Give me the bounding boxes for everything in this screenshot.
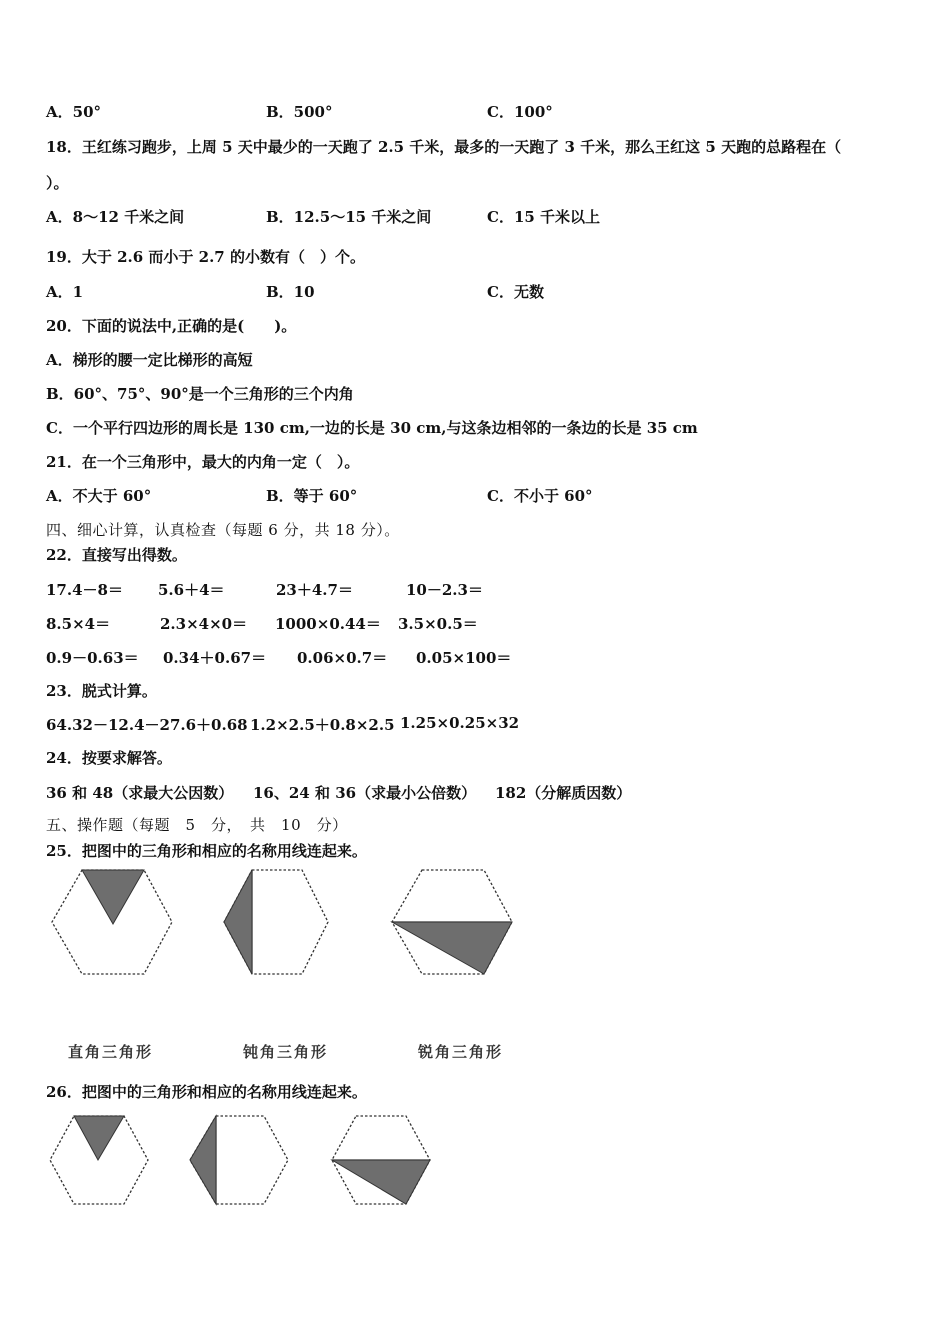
q22-r1-c4: 10－2.3＝: [406, 581, 483, 599]
q17-option-b: B．500°: [266, 103, 333, 121]
shaded-triangle: [392, 922, 512, 974]
shaded-triangle: [74, 1116, 124, 1160]
q20-option-c: C．一个平行四边形的周长是 130 cm,一边的长是 30 cm,与这条边相邻的一条边的长是 35 cm: [46, 419, 698, 437]
q22-r2-c1: 8.5×4＝: [46, 615, 111, 633]
q26-question: 26．把图中的三角形和相应的名称用线连起来。: [46, 1083, 367, 1101]
q17-option-c: C．100°: [487, 103, 553, 121]
q20-option-b: B．60°、75°、90°是一个三角形的三个内角: [46, 385, 354, 403]
q22-r1-c2: 5.6＋4＝: [158, 581, 225, 599]
q26-hexagon-acute-triangle: [328, 1112, 434, 1208]
q22-r2-c4: 3.5×0.5＝: [398, 615, 478, 633]
q22-r3-c2: 0.34＋0.67＝: [163, 649, 267, 667]
q24-question: 24．按要求解答。: [46, 749, 172, 767]
section-4-title: 四、细心计算，认真检查（每题 6 分，共 18 分）。: [46, 521, 400, 539]
q26-hexagon-obtuse-triangle: [186, 1112, 292, 1208]
shaded-triangle: [82, 870, 144, 924]
shaded-triangle: [190, 1116, 216, 1204]
q25-hexagon-right-triangle: [48, 866, 176, 980]
q22-r3-c4: 0.05×100＝: [416, 649, 512, 667]
q18-option-b: B．12.5～15 千米之间: [266, 208, 432, 226]
q18-option-a: A．8～12 千米之间: [46, 208, 185, 226]
q22-r1-c1: 17.4－8＝: [46, 581, 123, 599]
q22-r3-c1: 0.9－0.63＝: [46, 649, 139, 667]
q24-item-1: 36 和 48（求最大公因数）: [46, 784, 234, 802]
q18-question-end: ）。: [46, 174, 69, 192]
q17-option-a: A．50°: [46, 103, 102, 121]
q19-option-c: C．无数: [487, 283, 544, 301]
q18-question: 18．王红练习跑步，上周 5 天中最少的一天跑了 2.5 千米，最多的一天跑了 3 千米，那么王红这 5 天跑的总路程在（: [46, 138, 842, 156]
q25-hexagon-acute-triangle: [388, 866, 516, 980]
q19-option-a: A．1: [46, 283, 84, 301]
section-5-title: 五、操作题（每题 5 分， 共 10 分）: [46, 816, 348, 834]
q22-r2-c2: 2.3×4×0＝: [160, 615, 248, 633]
q24-item-3: 182（分解质因数）: [495, 784, 632, 802]
label-right-triangle: 直角三角形: [68, 1043, 154, 1061]
q21-option-c: C．不小于 60°: [487, 487, 593, 505]
shaded-triangle: [224, 870, 252, 974]
q19-question: 19．大于 2.6 而小于 2.7 的小数有（ ）个。: [46, 248, 365, 266]
q26-hexagon-right-triangle: [46, 1112, 152, 1208]
q22-r3-c3: 0.06×0.7＝: [297, 649, 388, 667]
q21-option-a: A．不大于 60°: [46, 487, 152, 505]
q25-question: 25．把图中的三角形和相应的名称用线连起来。: [46, 842, 367, 860]
q23-question: 23．脱式计算。: [46, 682, 157, 700]
q23-item-1: 64.32－12.4－27.6＋0.68: [46, 716, 248, 734]
q23-item-2: 1.2×2.5＋0.8×2.5: [250, 716, 395, 734]
q25-hexagon-obtuse-triangle: [218, 866, 334, 980]
q18-option-c: C．15 千米以上: [487, 208, 601, 226]
q22-r1-c3: 23＋4.7＝: [276, 581, 353, 599]
shaded-triangle: [332, 1160, 430, 1204]
label-acute-triangle: 锐角三角形: [418, 1043, 504, 1061]
q21-question: 21．在一个三角形中，最大的内角一定（ ）。: [46, 453, 360, 471]
q22-r2-c3: 1000×0.44＝: [275, 615, 381, 633]
q20-question: 20．下面的说法中,正确的是( )。: [46, 317, 297, 335]
q24-item-2: 16、24 和 36（求最小公倍数）: [253, 784, 477, 802]
q20-option-a: A．梯形的腰一定比梯形的高短: [46, 351, 253, 369]
q21-option-b: B．等于 60°: [266, 487, 358, 505]
q19-option-b: B．10: [266, 283, 315, 301]
q22-question: 22．直接写出得数。: [46, 546, 187, 564]
q23-item-3: 1.25×0.25×32: [400, 714, 520, 732]
label-obtuse-triangle: 钝角三角形: [243, 1043, 329, 1061]
